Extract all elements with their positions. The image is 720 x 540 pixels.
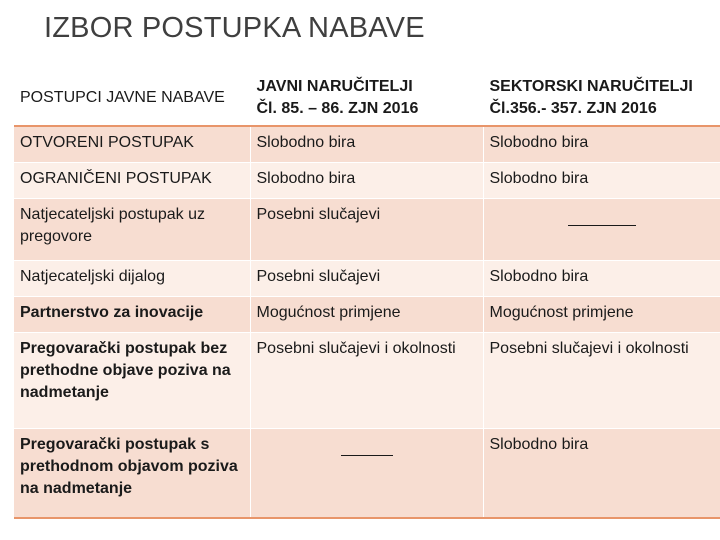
row-public-value: Mogućnost primjene <box>250 296 483 332</box>
row-public-value: Posebni slučajevi <box>250 260 483 296</box>
header-sector-contracting-text: SEKTORSKI NARUČITELJI Čl.356.- 357. ZJN 2016 <box>489 78 693 117</box>
row-public-value <box>250 428 483 518</box>
row-procedure: OGRANIČENI POSTUPAK <box>14 162 250 198</box>
row-procedure: Natjecateljski postupak uz pregovore <box>14 198 250 260</box>
row-procedure: OTVORENI POSTUPAK <box>14 126 250 162</box>
table-row <box>14 428 720 518</box>
table-row <box>14 260 720 296</box>
slide-title: IZBOR POSTUPKA NABAVE <box>44 12 425 44</box>
row-sector-value: Mogućnost primjene <box>483 296 720 332</box>
row-sector-value: Posebni slučajevi i okolnosti <box>483 332 720 428</box>
header-public-contracting <box>250 71 483 127</box>
row-procedure: Pregovarački postupak bez prethodne objave poziva na nadmetanje <box>14 332 250 428</box>
empty-dash <box>341 455 393 456</box>
table-row <box>14 332 720 428</box>
row-public-value: Posebni slučajevi i okolnosti <box>250 332 483 428</box>
header-sector-contracting <box>483 71 720 127</box>
table-row <box>14 198 720 260</box>
row-sector-value: Slobodno bira <box>483 162 720 198</box>
row-sector-value <box>483 198 720 260</box>
row-public-value: Slobodno bira <box>250 126 483 162</box>
header-public-contracting-text: JAVNI NARUČITELJI Čl. 85. – 86. ZJN 2016 <box>256 78 419 117</box>
table-row <box>14 296 720 332</box>
row-procedure: Pregovarački postupak s prethodnom objavom poziva na nadmetanje <box>14 428 250 518</box>
row-sector-value: Slobodno bira <box>483 428 720 518</box>
row-procedure: Natjecateljski dijalog <box>14 260 250 296</box>
row-public-value: Posebni slučajevi <box>250 198 483 260</box>
header-procedures: POSTUPCI JAVNE NABAVE <box>14 71 250 127</box>
empty-dash <box>568 225 636 226</box>
row-procedure: Partnerstvo za inovacije <box>14 296 250 332</box>
row-sector-value: Slobodno bira <box>483 126 720 162</box>
row-sector-value: Slobodno bira <box>483 260 720 296</box>
procurement-table <box>14 70 720 519</box>
table-header-row <box>14 71 720 127</box>
table-row <box>14 162 720 198</box>
table-row <box>14 126 720 162</box>
row-public-value: Slobodno bira <box>250 162 483 198</box>
